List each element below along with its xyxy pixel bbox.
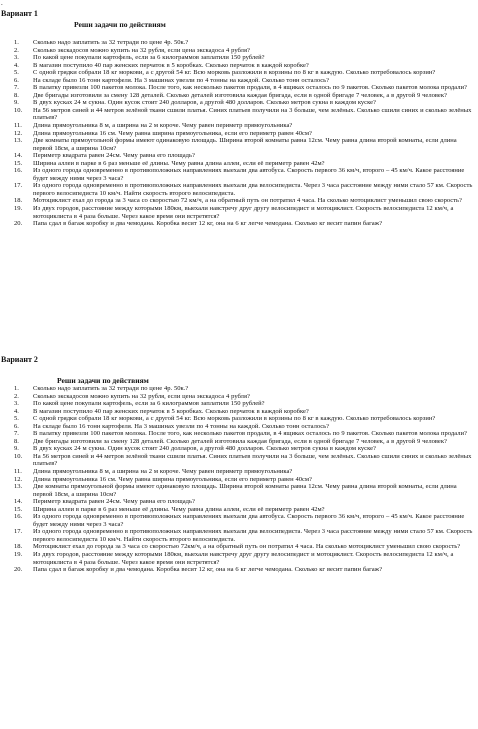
task-text: Из одного города одновременно в противоположных направлениях выехали два автобуса. Скорость первого 36 км/ч, второго – 45 км/ч. Какое расстояние будет между ними через 3 часа? bbox=[33, 513, 465, 528]
task-item bbox=[0, 152, 478, 160]
task-item bbox=[0, 137, 478, 152]
task-text: Длина прямоугольника 8 м, а ширина на 2 м короче. Чему равен периметр прямоугольника? bbox=[33, 468, 293, 476]
task-item bbox=[0, 430, 478, 438]
task-item bbox=[0, 122, 478, 130]
top-mark: . bbox=[1, 0, 3, 7]
task-number: 10. bbox=[14, 452, 23, 460]
task-number: 6. bbox=[14, 422, 19, 430]
task-item bbox=[0, 393, 478, 401]
task-item bbox=[0, 205, 478, 220]
task-item bbox=[0, 468, 478, 476]
task-number: 5. bbox=[14, 415, 19, 423]
task-item bbox=[0, 543, 478, 551]
task-number: 19. bbox=[14, 205, 23, 213]
task-item bbox=[0, 69, 478, 77]
task-item bbox=[0, 513, 478, 528]
task-item bbox=[0, 92, 478, 100]
task-item bbox=[0, 54, 478, 62]
task-text: На складе было 16 тонн картофеля. На 3 машинах увезли по 4 тонны на каждой. Сколько тонн осталось? bbox=[33, 422, 330, 430]
task-number: 6. bbox=[14, 76, 19, 84]
task-text: Сколько надо заплатить за 32 тетради по цене 4р. 50к.? bbox=[33, 39, 189, 46]
task-number: 7. bbox=[14, 84, 19, 92]
variant-1-task-list bbox=[0, 39, 478, 228]
task-text: В палатку привезли 100 пакетов молока. После того, как несколько пакетов продали, в 4 ящиках осталось по 9 пакетов. Сколько пакетов молока продали? bbox=[33, 84, 467, 92]
task-number: 13. bbox=[14, 483, 23, 491]
variant-1-heading: Реши задачи по действиям bbox=[74, 20, 166, 29]
task-text: Две комнаты прямоугольной формы имеют одинаковую площадь. Ширина второй комнаты равна 12см. Чему равна длина второй комнаты, если длина первой 18см, а ширина 10см? bbox=[33, 483, 457, 498]
task-text: С одной грядки собрали 18 кг моркови, а с другой 54 кг. Всю морковь разложили в корзины по 8 кг в каждую. Сколько потребовалось корзин? bbox=[33, 69, 436, 77]
task-number: 8. bbox=[14, 91, 19, 99]
task-text: Папа сдал в багаж коробку и два чемодана. Коробка весит 12 кг, она на 6 кг легче чемодана. Сколько кг весит папин багаж? bbox=[33, 220, 383, 228]
task-text: Длина прямоугольника 8 м, а ширина на 2 м короче. Чему равен периметр прямоугольника? bbox=[33, 122, 293, 130]
task-number: 12. bbox=[14, 129, 23, 137]
task-number: 14. bbox=[14, 498, 23, 506]
task-number: 16. bbox=[14, 513, 23, 521]
task-item bbox=[0, 566, 478, 574]
task-number: 20. bbox=[14, 220, 23, 228]
task-item bbox=[0, 99, 478, 107]
task-item bbox=[0, 498, 478, 506]
task-item bbox=[0, 551, 478, 566]
task-text: По какой цене покупали картофель, если за 6 килограммов заплатили 150 рублей? bbox=[33, 400, 265, 408]
task-number: 13. bbox=[14, 137, 23, 145]
task-item bbox=[0, 483, 478, 498]
task-number: 15. bbox=[14, 505, 23, 513]
task-item bbox=[0, 77, 478, 85]
task-number: 1. bbox=[14, 39, 19, 46]
task-number: 11. bbox=[14, 468, 22, 476]
task-item bbox=[0, 167, 478, 182]
task-text: Сколько экскадосов можно купить на 32 рубля, если цена экскадоса 4 рубля? bbox=[33, 392, 250, 400]
task-number: 7. bbox=[14, 430, 19, 438]
task-text: В магазин поступило 40 пар женских перчаток в 5 коробках. Сколько перчаток в каждой коробке? bbox=[33, 407, 309, 415]
task-number: 16. bbox=[14, 167, 23, 175]
task-number: 19. bbox=[14, 551, 23, 559]
task-text: В двух кусках 24 м сукна. Один кусок стоит 240 долларов, а другой 480 долларов. Сколько метров сукна в каждом куске? bbox=[33, 445, 376, 453]
task-number: 5. bbox=[14, 69, 19, 77]
task-item bbox=[0, 385, 478, 393]
task-text: Мотоциклист ехал до города за 3 часа со скоростью 72 км/ч, а на обратный путь он потратил 4 часа. На сколько мотоциклист уменьшил свою скорость? bbox=[33, 197, 462, 205]
task-number: 11. bbox=[14, 122, 22, 130]
task-text: Ширина аллеи в парке в 6 раз меньше её длины. Чему равна длина аллеи, если её периметр равен 42м? bbox=[33, 159, 325, 167]
task-item bbox=[0, 476, 478, 484]
task-text: В магазин поступило 40 пар женских перчаток в 5 коробках. Сколько перчаток в каждой коробке? bbox=[33, 61, 309, 69]
task-text: Длина прямоугольника 16 см. Чему равна ширина прямоугольника, если его периметр равен 40см? bbox=[33, 129, 312, 137]
task-number: 2. bbox=[14, 392, 19, 400]
task-number: 9. bbox=[14, 99, 19, 107]
task-text: В двух кусках 24 м сукна. Один кусок стоит 240 долларов, а другой 480 долларов. Сколько метров сукна в каждом куске? bbox=[33, 99, 376, 107]
task-text: На складе было 16 тонн картофеля. На 3 машинах увезли по 4 тонны на каждой. Сколько тонн осталось? bbox=[33, 76, 330, 84]
task-number: 14. bbox=[14, 152, 23, 160]
task-item bbox=[0, 506, 478, 514]
task-number: 4. bbox=[14, 61, 19, 69]
task-text: Две бригады изготовили за смену 128 деталей. Сколько деталей изготовила каждая бригада, если в одной бригаде 7 человек, а в другой 9 человек? bbox=[33, 91, 447, 99]
variant-2-title: Вариант 2 bbox=[1, 355, 38, 364]
task-item bbox=[0, 39, 478, 47]
task-number: 12. bbox=[14, 475, 23, 483]
task-item bbox=[0, 84, 478, 92]
task-number: 15. bbox=[14, 159, 23, 167]
task-number: 9. bbox=[14, 445, 19, 453]
task-number: 3. bbox=[14, 400, 19, 408]
task-text: Периметр квадрата равен 24см. Чему равна его площадь? bbox=[33, 152, 195, 160]
task-text: Папа сдал в багаж коробку и два чемодана. Коробка весит 12 кг, она на 6 кг легче чемодана. Сколько кг весит папин багаж? bbox=[33, 566, 383, 574]
task-number: 20. bbox=[14, 566, 23, 574]
task-text: Сколько экскадосов можно купить на 32 рубля, если цена экскадоса 4 рубля? bbox=[33, 46, 250, 54]
task-item bbox=[0, 438, 478, 446]
task-item bbox=[0, 160, 478, 168]
task-text: На 56 метров синей и 44 метров зелёной ткани сшили платья. Синих платьев получили на 3 больше, чем зелёных. Сколько сшили синих и сколько зелёных платьев? bbox=[33, 452, 472, 468]
task-number: 4. bbox=[14, 407, 19, 415]
task-text: С одной грядки собрали 18 кг моркови, а с другой 54 кг. Всю морковь разложили в корзины по 8 кг в каждую. Сколько потребовалось корзин? bbox=[33, 415, 436, 423]
task-number: 10. bbox=[14, 106, 23, 114]
task-item bbox=[0, 423, 478, 431]
task-number: 3. bbox=[14, 54, 19, 62]
task-item bbox=[0, 182, 478, 197]
task-text: Мотоциклист ехал до города за 3 часа со скоростью 72км/ч, а на обратный путь он потратил 4 часа. На сколько мотоциклист уменьшил свою скорость? bbox=[33, 543, 461, 551]
task-item bbox=[0, 220, 478, 228]
task-item bbox=[0, 107, 478, 122]
task-item bbox=[0, 130, 478, 138]
task-text: Длина прямоугольника 16 см. Чему равна ширина прямоугольника, если его периметр равен 40см? bbox=[33, 475, 312, 483]
task-item bbox=[0, 400, 478, 408]
task-text: Из двух городов, расстояние между которыми 180км, выехали навстречу друг другу велосипедист и мотоциклист. Скорость велосипедиста 12 км/ч, а мотоциклиста в 4 раза больше. Через какое время они встретятся? bbox=[33, 205, 454, 220]
task-item bbox=[0, 445, 478, 453]
task-text: По какой цене покупали картофель, если за 6 килограммов заплатили 150 рублей? bbox=[33, 54, 265, 62]
variant-2-heading: Реши задачи по действиям bbox=[57, 376, 149, 385]
task-text: Ширина аллеи в парке в 6 раз меньше её длины. Чему равна длина аллеи, если её периметр равен 42м? bbox=[33, 505, 325, 513]
task-number: 2. bbox=[14, 46, 19, 54]
task-text: Из одного города одновременно в противоположных направлениях выехали два велосипедиста. Через 3 часа расстояние между ними стало 57 км. Скорость первого велосипедиста 10 км/ч. Найти скорость второго велосипедиста. bbox=[33, 182, 473, 197]
task-item bbox=[0, 528, 478, 543]
task-item bbox=[0, 453, 478, 468]
task-number: 17. bbox=[14, 528, 23, 536]
task-text: Периметр квадрата равен 24см. Чему равна его площадь? bbox=[33, 498, 195, 506]
task-item bbox=[0, 408, 478, 416]
task-number: 17. bbox=[14, 182, 23, 190]
variant-1-title: Вариант 1 bbox=[1, 9, 38, 18]
task-text: На 56 метров синей и 44 метров зелёной ткани сшили платья. Синих платьев получили на 3 больше, чем зелёных. Сколько сшили синих и сколько зелёных платьев? bbox=[33, 106, 472, 122]
task-text: Две бригады изготовили за смену 128 деталей. Сколько деталей изготовила каждая бригада, если в одной бригаде 7 человек, а в другой 9 человек? bbox=[33, 437, 447, 445]
task-number: 18. bbox=[14, 543, 23, 551]
task-text: Из одного города одновременно в противоположных направлениях выехали два велосипедиста. Через 3 часа расстояние между ними стало 57 км. Скорость первого велосипедиста 10 км/ч. Найти скорость второго велосипедиста. bbox=[33, 528, 473, 543]
variant-2-task-list bbox=[0, 385, 478, 574]
task-text: Две комнаты прямоугольной формы имеют одинаковую площадь. Ширина второй комнаты равна 12см. Чему равна длина второй комнаты, если длина первой 18см, а ширина 10см? bbox=[33, 137, 457, 152]
task-item bbox=[0, 415, 478, 423]
task-item bbox=[0, 197, 478, 205]
task-number: 18. bbox=[14, 197, 23, 205]
task-text: Из двух городов, расстояние между которыми 180км, выехали навстречу друг другу велосипедист и мотоциклист. Скорость велосипедиста 12 км/ч, а мотоциклиста в 4 раза больше. Через какое время они встретятся? bbox=[33, 551, 454, 566]
task-number: 8. bbox=[14, 437, 19, 445]
task-text: Сколько надо заплатить за 32 тетради по цене 4р. 50к.? bbox=[33, 385, 189, 392]
task-number: 1. bbox=[14, 385, 19, 392]
task-text: В палатку привезли 100 пакетов молока. После того, как несколько пакетов продали, в 4 ящиках осталось по 9 пакетов. Сколько пакетов молока продали? bbox=[33, 430, 467, 438]
task-item bbox=[0, 62, 478, 70]
task-text: Из одного города одновременно в противоположных направлениях выехали два автобуса. Скорость первого 36 км/ч, второго – 45 км/ч. Какое расстояние будет между ними через 3 часа? bbox=[33, 167, 465, 182]
task-item bbox=[0, 47, 478, 55]
